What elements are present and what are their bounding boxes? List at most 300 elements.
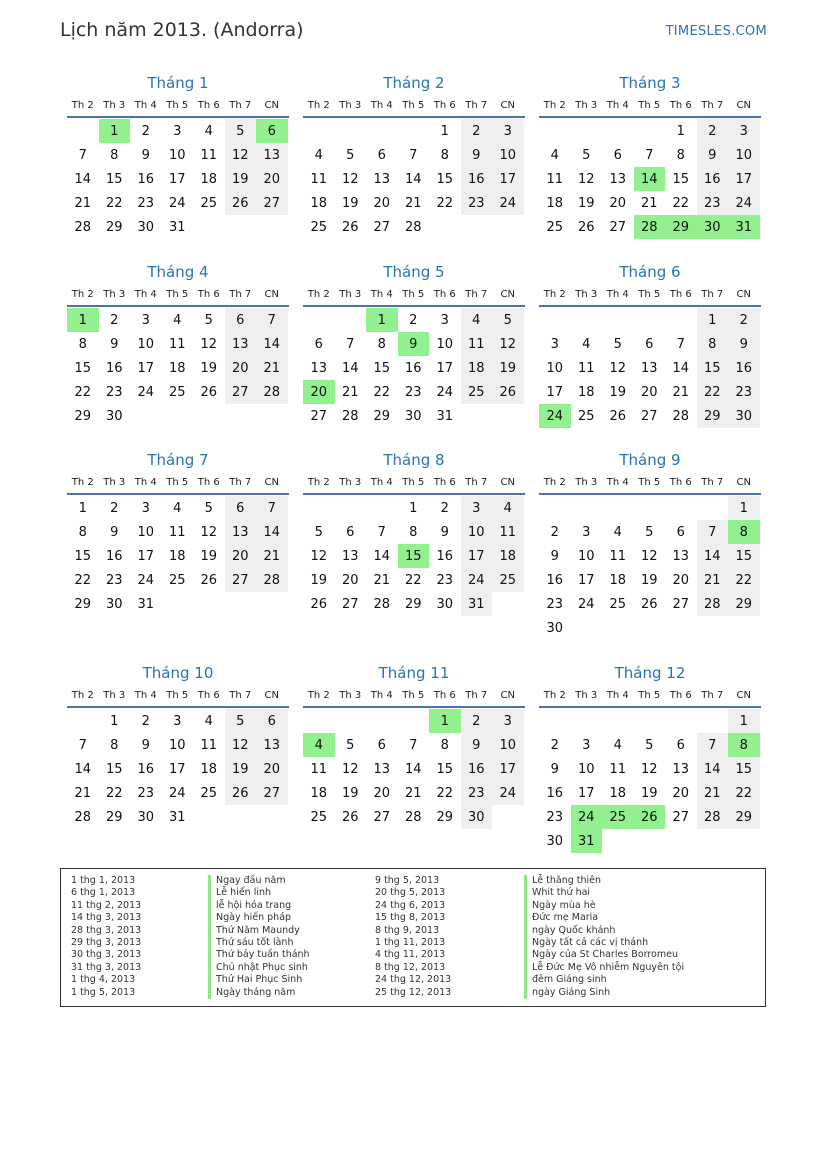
day-cell: 18 (577, 384, 595, 400)
month-4 (67, 261, 289, 428)
day-cell: 21 (404, 785, 422, 801)
weekday-label: Th 6 (197, 476, 220, 488)
day-cell: 22 (74, 572, 92, 588)
day-cell: 10 (137, 524, 155, 540)
day-cell: 13 (672, 548, 690, 564)
legend-date: 24 thg 12, 2013 (375, 974, 452, 986)
day-cell: 29 (404, 596, 422, 612)
weekday-label: Th 2 (543, 288, 566, 300)
day-cell: 29 (105, 809, 123, 825)
day-cell: 30 (728, 404, 760, 428)
month-7 (67, 449, 289, 616)
weekday-label: Th 2 (307, 288, 330, 300)
day-cell: 19 (341, 195, 359, 211)
day-cell: 24 (461, 568, 493, 592)
site-link[interactable]: TIMESLES.COM (665, 24, 767, 39)
day-grid (67, 708, 289, 829)
empty-cell (602, 308, 634, 332)
day-cell: 25 (461, 380, 493, 404)
day-cell: 7 (676, 336, 685, 352)
empty-cell (602, 496, 634, 520)
weekday-label: Th 4 (370, 288, 393, 300)
legend-date: 1 thg 4, 2013 (71, 974, 136, 986)
weekday-label: CN (736, 288, 751, 300)
weekday-label: Th 7 (465, 476, 488, 488)
empty-cell (602, 709, 634, 733)
empty-cell (366, 119, 398, 143)
empty-cell (398, 119, 430, 143)
day-cell: 10 (168, 737, 186, 753)
day-cell: 6 (346, 524, 355, 540)
day-cell: 20 (609, 195, 627, 211)
day-cell: 26 (225, 191, 257, 215)
day-cell: 1 (728, 496, 760, 520)
day-cell: 27 (256, 191, 288, 215)
day-cell: 7 (256, 496, 288, 520)
day-cell: 24 (539, 404, 571, 428)
day-cell: 2 (141, 123, 150, 139)
day-cell: 5 (582, 147, 591, 163)
day-cell: 4 (461, 308, 493, 332)
day-cell: 12 (609, 360, 627, 376)
day-cell: 22 (728, 781, 760, 805)
day-cell: 6 (225, 308, 257, 332)
weekday-header (539, 94, 761, 118)
day-cell: 5 (225, 709, 257, 733)
legend-holiday-name: Ngày mùa hè (524, 900, 684, 912)
day-cell: 21 (256, 356, 288, 380)
day-cell: 23 (461, 781, 493, 805)
day-cell: 30 (105, 408, 123, 424)
day-cell: 8 (676, 147, 685, 163)
day-cell: 14 (672, 360, 690, 376)
day-cell: 10 (546, 360, 564, 376)
weekday-label: Th 5 (166, 99, 189, 111)
day-cell: 14 (341, 360, 359, 376)
day-cell: 25 (492, 568, 524, 592)
day-cell: 4 (613, 737, 622, 753)
legend-holiday-name: Thứ Năm Maundy (208, 925, 310, 937)
weekday-label: CN (736, 99, 751, 111)
day-cell: 10 (436, 336, 454, 352)
weekday-header (67, 283, 289, 307)
weekday-header (67, 684, 289, 708)
month-2 (303, 72, 525, 239)
day-cell: 10 (461, 520, 493, 544)
day-cell: 8 (110, 147, 119, 163)
day-cell: 10 (577, 761, 595, 777)
day-cell: 16 (546, 572, 564, 588)
day-cell: 2 (461, 119, 493, 143)
day-cell: 19 (200, 360, 218, 376)
month-name: Tháng 10 (142, 664, 214, 682)
day-cell: 31 (137, 596, 155, 612)
day-cell: 20 (303, 380, 335, 404)
day-cell: 11 (200, 147, 218, 163)
day-cell: 25 (546, 219, 564, 235)
day-cell: 6 (314, 336, 323, 352)
day-cell: 9 (550, 548, 559, 564)
day-grid (539, 708, 761, 853)
day-cell: 16 (105, 548, 123, 564)
day-cell: 1 (99, 119, 131, 143)
day-cell: 3 (141, 500, 150, 516)
empty-cell (571, 119, 603, 143)
month-name: Tháng 11 (378, 664, 450, 682)
weekday-label: CN (264, 288, 279, 300)
weekday-label: Th 2 (543, 689, 566, 701)
day-cell: 3 (728, 119, 760, 143)
day-cell: 27 (640, 408, 658, 424)
day-cell: 4 (314, 147, 323, 163)
day-cell: 4 (303, 733, 335, 757)
day-cell: 24 (577, 596, 595, 612)
legend-holiday-name: lễ hội hóa trang (208, 900, 310, 912)
empty-cell (634, 119, 666, 143)
day-cell: 19 (492, 356, 524, 380)
day-cell: 17 (546, 384, 564, 400)
day-cell: 14 (74, 171, 92, 187)
day-cell: 19 (225, 757, 257, 781)
day-cell: 6 (645, 336, 654, 352)
day-cell: 28 (404, 809, 422, 825)
day-cell: 22 (728, 568, 760, 592)
day-cell: 7 (697, 733, 729, 757)
day-cell: 2 (728, 308, 760, 332)
day-cell: 4 (204, 123, 213, 139)
day-cell: 22 (105, 785, 123, 801)
month-name: Tháng 3 (619, 74, 681, 92)
day-cell: 6 (256, 119, 288, 143)
day-cell: 24 (168, 195, 186, 211)
day-cell: 15 (728, 544, 760, 568)
weekday-label: Th 4 (606, 476, 629, 488)
day-cell: 10 (137, 336, 155, 352)
day-cell: 24 (137, 572, 155, 588)
day-cell: 12 (225, 143, 257, 167)
day-cell: 19 (609, 384, 627, 400)
day-cell: 15 (728, 757, 760, 781)
day-cell: 13 (672, 761, 690, 777)
day-cell: 24 (137, 384, 155, 400)
day-grid (303, 495, 525, 616)
day-cell: 16 (546, 785, 564, 801)
day-cell: 9 (440, 524, 449, 540)
weekday-label: Th 5 (166, 476, 189, 488)
day-cell: 26 (341, 219, 359, 235)
legend-date: 31 thg 3, 2013 (71, 961, 142, 973)
day-cell: 1 (78, 500, 87, 516)
day-cell: 20 (225, 356, 257, 380)
day-cell: 13 (225, 332, 257, 356)
day-cell: 12 (492, 332, 524, 356)
day-cell: 7 (409, 147, 418, 163)
day-cell: 20 (341, 572, 359, 588)
day-cell: 5 (346, 147, 355, 163)
empty-cell (67, 709, 99, 733)
day-cell: 9 (141, 737, 150, 753)
weekday-label: CN (736, 689, 751, 701)
day-cell: 21 (697, 781, 729, 805)
legend-holiday-name: Ngay đầu năm (208, 875, 310, 887)
day-cell: 1 (366, 308, 398, 332)
legend-holiday-name: ngày Quốc khánh (524, 925, 684, 937)
day-cell: 18 (609, 572, 627, 588)
empty-cell (303, 496, 335, 520)
day-cell: 7 (256, 308, 288, 332)
empty-cell (539, 709, 571, 733)
weekday-label: Th 7 (465, 288, 488, 300)
day-cell: 31 (436, 408, 454, 424)
day-cell: 27 (609, 219, 627, 235)
weekday-label: CN (264, 689, 279, 701)
weekday-label: Th 4 (606, 689, 629, 701)
weekday-label: Th 7 (701, 288, 724, 300)
day-cell: 14 (74, 761, 92, 777)
month-name: Tháng 12 (614, 664, 686, 682)
day-cell: 3 (492, 709, 524, 733)
day-cell: 18 (310, 785, 328, 801)
day-cell: 3 (550, 336, 559, 352)
empty-cell (335, 496, 367, 520)
day-cell: 21 (341, 384, 359, 400)
day-cell: 12 (341, 761, 359, 777)
day-cell: 11 (546, 171, 564, 187)
day-cell: 23 (105, 384, 123, 400)
day-cell: 22 (373, 384, 391, 400)
weekday-label: Th 6 (433, 288, 456, 300)
day-cell: 23 (461, 191, 493, 215)
day-cell: 22 (436, 785, 454, 801)
day-cell: 13 (373, 761, 391, 777)
legend-holiday-name: Ngày hiến pháp (208, 912, 310, 924)
day-cell: 14 (256, 332, 288, 356)
day-cell: 16 (436, 548, 454, 564)
day-cell: 29 (728, 592, 760, 616)
weekday-label: Th 3 (339, 689, 362, 701)
weekday-label: Th 5 (166, 288, 189, 300)
weekday-label: Th 4 (134, 288, 157, 300)
day-cell: 5 (314, 524, 323, 540)
month-3 (539, 72, 761, 239)
day-cell: 2 (440, 500, 449, 516)
day-cell: 28 (256, 568, 288, 592)
day-cell: 7 (78, 147, 87, 163)
weekday-header (303, 684, 525, 708)
legend-dates-column-1 (71, 875, 141, 999)
day-cell: 15 (697, 356, 729, 380)
weekday-label: Th 2 (71, 689, 94, 701)
day-cell: 28 (404, 219, 422, 235)
weekday-label: Th 3 (339, 288, 362, 300)
day-cell: 28 (697, 805, 729, 829)
day-cell: 1 (440, 123, 449, 139)
weekday-header (303, 283, 525, 307)
legend-date: 1 thg 1, 2013 (71, 875, 136, 886)
weekday-label: CN (500, 689, 515, 701)
weekday-label: Th 3 (575, 476, 598, 488)
day-cell: 24 (168, 785, 186, 801)
day-cell: 7 (409, 737, 418, 753)
day-cell: 26 (200, 572, 218, 588)
day-cell: 18 (200, 761, 218, 777)
weekday-label: Th 6 (197, 288, 220, 300)
legend-holiday-name: Đức mẹ Maria (524, 912, 684, 924)
day-cell: 16 (137, 761, 155, 777)
empty-cell (303, 119, 335, 143)
legend-holiday-name: Lễ thăng thiên (524, 875, 684, 887)
weekday-label: Th 6 (197, 689, 220, 701)
weekday-label: Th 4 (370, 476, 393, 488)
month-name: Tháng 5 (383, 263, 445, 281)
day-cell: 26 (310, 596, 328, 612)
day-cell: 16 (461, 757, 493, 781)
day-cell: 8 (440, 737, 449, 753)
legend-names-column-1 (208, 875, 310, 999)
day-cell: 29 (665, 215, 697, 239)
day-cell: 7 (377, 524, 386, 540)
day-cell: 14 (373, 548, 391, 564)
weekday-label: Th 3 (103, 476, 126, 488)
legend-date: 8 thg 9, 2013 (375, 924, 440, 936)
day-cell: 2 (110, 500, 119, 516)
day-cell: 14 (697, 544, 729, 568)
day-cell: 16 (105, 360, 123, 376)
legend-holiday-name: Thứ sáu tốt lành (208, 937, 310, 949)
day-cell: 5 (346, 737, 355, 753)
day-cell: 26 (634, 805, 666, 829)
day-cell: 30 (105, 596, 123, 612)
legend-holiday-name: ngày Giáng Sinh (524, 987, 684, 999)
weekday-label: Th 7 (701, 476, 724, 488)
day-cell: 25 (577, 408, 595, 424)
day-cell: 2 (461, 709, 493, 733)
day-cell: 21 (74, 785, 92, 801)
day-cell: 5 (613, 336, 622, 352)
day-cell: 22 (436, 195, 454, 211)
day-grid (303, 708, 525, 829)
weekday-label: Th 6 (197, 99, 220, 111)
day-cell: 14 (697, 757, 729, 781)
day-cell: 7 (78, 737, 87, 753)
day-cell: 12 (225, 733, 257, 757)
day-cell: 1 (697, 308, 729, 332)
day-cell: 24 (728, 191, 760, 215)
day-cell: 9 (398, 332, 430, 356)
day-cell: 2 (550, 524, 559, 540)
day-cell: 5 (225, 119, 257, 143)
weekday-label: Th 7 (229, 99, 252, 111)
day-cell: 30 (137, 219, 155, 235)
month-name: Tháng 1 (147, 74, 209, 92)
month-1 (67, 72, 289, 239)
weekday-label: Th 3 (103, 288, 126, 300)
day-cell: 29 (74, 596, 92, 612)
legend-holiday-name: Lễ hiển linh (208, 887, 310, 899)
day-cell: 4 (204, 713, 213, 729)
day-cell: 8 (78, 524, 87, 540)
weekday-label: Th 6 (433, 476, 456, 488)
day-cell: 18 (461, 356, 493, 380)
empty-cell (366, 709, 398, 733)
day-cell: 4 (492, 496, 524, 520)
day-grid (67, 118, 289, 239)
day-cell: 25 (168, 384, 186, 400)
weekday-label: Th 2 (71, 288, 94, 300)
day-cell: 14 (256, 520, 288, 544)
day-cell: 8 (728, 520, 760, 544)
day-cell: 17 (137, 548, 155, 564)
weekday-label: Th 3 (103, 689, 126, 701)
day-cell: 15 (74, 548, 92, 564)
legend-date: 25 thg 12, 2013 (375, 986, 452, 998)
weekday-label: Th 2 (71, 476, 94, 488)
day-cell: 28 (256, 380, 288, 404)
legend-holiday-name: Chủ nhật Phục sinh (208, 962, 310, 974)
day-cell: 27 (672, 809, 690, 825)
weekday-header (67, 471, 289, 495)
month-name: Tháng 6 (619, 263, 681, 281)
weekday-label: Th 4 (606, 99, 629, 111)
legend-holiday-name: Thứ Hai Phục Sinh (208, 974, 310, 986)
day-cell: 23 (728, 380, 760, 404)
day-cell: 9 (110, 336, 119, 352)
day-cell: 29 (728, 805, 760, 829)
weekday-label: Th 4 (134, 476, 157, 488)
empty-cell (303, 308, 335, 332)
legend-dates-column-2 (375, 875, 451, 999)
day-cell: 12 (341, 171, 359, 187)
day-cell: 15 (398, 544, 430, 568)
day-cell: 13 (609, 171, 627, 187)
day-cell: 1 (110, 713, 119, 729)
day-cell: 5 (645, 737, 654, 753)
day-cell: 14 (634, 167, 666, 191)
day-cell: 6 (377, 737, 386, 753)
day-cell: 13 (256, 733, 288, 757)
day-cell: 26 (640, 596, 658, 612)
day-cell: 31 (461, 592, 493, 616)
day-cell: 16 (137, 171, 155, 187)
day-cell: 30 (697, 215, 729, 239)
day-cell: 20 (256, 757, 288, 781)
day-grid (67, 307, 289, 428)
day-cell: 17 (168, 171, 186, 187)
empty-cell (665, 308, 697, 332)
legend-holiday-name: đêm Giáng sinh (524, 974, 684, 986)
weekday-label: Th 3 (339, 476, 362, 488)
day-cell: 21 (74, 195, 92, 211)
day-cell: 27 (373, 219, 391, 235)
day-cell: 28 (634, 215, 666, 239)
day-cell: 12 (200, 524, 218, 540)
day-cell: 26 (492, 380, 524, 404)
weekday-label: Th 7 (229, 288, 252, 300)
weekday-label: CN (736, 476, 751, 488)
day-cell: 27 (225, 568, 257, 592)
day-cell: 24 (571, 805, 603, 829)
weekday-label: Th 7 (701, 689, 724, 701)
day-cell: 5 (492, 308, 524, 332)
day-cell: 18 (200, 171, 218, 187)
day-cell: 11 (609, 548, 627, 564)
day-cell: 19 (200, 548, 218, 564)
day-cell: 27 (256, 781, 288, 805)
legend-date: 1 thg 5, 2013 (71, 986, 136, 998)
day-cell: 16 (697, 167, 729, 191)
day-cell: 1 (409, 500, 418, 516)
empty-cell (335, 119, 367, 143)
